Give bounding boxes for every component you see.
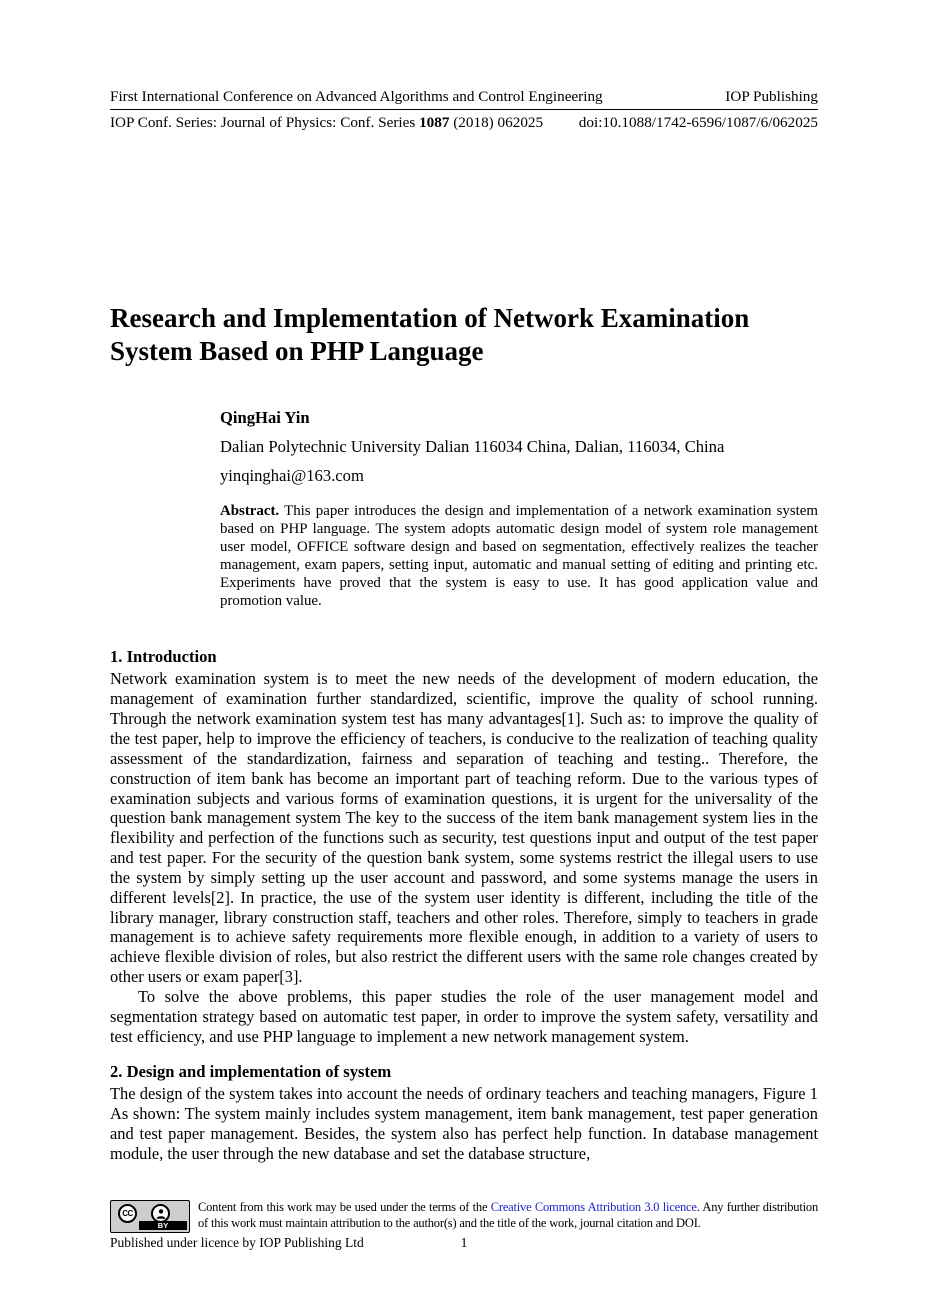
publisher-name: IOP Publishing <box>725 88 818 105</box>
paper-title: Research and Implementation of Network Examination System Based on PHP Language <box>110 303 750 366</box>
page-number: 1 <box>460 1235 468 1250</box>
design-paragraph-1: The design of the system takes into account the needs of ordinary teachers and teaching managers, Figure 1 As shown: The system mainly includes system management, item bank management, test paper generation and test paper management. Besides, the system also has perfect help function. In database management module, the user through the new database and set the database structure, <box>110 1084 818 1163</box>
intro-paragraph-2: To solve the above problems, this paper studies the role of the user management model and segmentation strategy based on automatic test paper, in order to improve the system safety, versatility and test efficiency, and use PHP language to implement a new network management system. <box>110 986 818 1046</box>
license-row <box>110 1199 818 1233</box>
intro-paragraph-1: Network examination system is to meet the new needs of the development of modern education, the management of examination further standardized, scientific, improve the quality of school running. Through the network examination system test has many advantages[1]. Such as: to improve the quality of the test paper, help to improve the efficiency of teachers, is conducive to the realization of teaching quality assessment of the standardization, fairness and separation of teaching and testing.. Therefore, the construction of item bank has become an important part of teaching reform. Due to the various types of examination subjects and various forms of examination questions, it is urgent for the universality of the question bank management system The key to the success of the item bank management system lies in the flexibility and perfection of the functions such as security, test questions input and output of the test paper and test paper. For the security of the question bank system, some systems restrict the illegal users to use the system by simply setting up the user account and password, and some systems manage the users in different levels[2]. In practice, the use of the system user identity is different, including the title of the library manager, library construction staff, teachers and other roles. Therefore, simply to teachers in grade management is to achieve safety requirements more flexible enough, in addition to a variety of users to achieve flexible division of roles, but also restrict the different users with the same role changes created by other users or exam paper[3]. <box>110 669 818 987</box>
abstract-label: Abstract. <box>220 503 280 519</box>
author-email: yinqinghai@163.com <box>220 466 364 485</box>
page-content <box>110 0 818 1164</box>
journal-reference-row <box>110 114 818 132</box>
cc-by-license-badge <box>110 1200 190 1233</box>
page-header <box>110 88 818 132</box>
journal-reference <box>110 114 543 132</box>
creative-commons-link[interactable]: Creative Commons Attribution 3.0 licence <box>490 1200 697 1214</box>
section-heading-design: 2. Design and implementation of system <box>110 1062 392 1082</box>
abstract <box>220 503 818 610</box>
header-rule <box>110 88 818 110</box>
author-name: QingHai Yin <box>220 408 310 427</box>
published-row <box>110 1235 818 1251</box>
cc-by-label: BY <box>139 1221 187 1230</box>
page-footer <box>110 1199 818 1251</box>
cc-logo-icon: CC <box>118 1204 137 1223</box>
section-heading-introduction: 1. Introduction <box>110 647 217 667</box>
journal-volume: 1087 <box>419 114 450 131</box>
license-post-text: . Any further distribution of this work must maintain attribution to the author(s) and the title of the work, journal citation and DOI. <box>198 1200 818 1231</box>
license-text <box>198 1199 818 1233</box>
author-affiliation: Dalian Polytechnic University Dalian 116034 China, Dalian, 116034, China <box>220 437 725 456</box>
journal-ref-suffix: (2018) 062025 <box>449 114 544 131</box>
license-pre-text: Content from this work may be used under the terms of the <box>198 1200 491 1214</box>
journal-ref-prefix: IOP Conf. Series: Journal of Physics: Conf. Series <box>110 114 420 131</box>
conference-title: First International Conference on Advanced Algorithms and Control Engineering <box>110 88 603 105</box>
author-block <box>220 408 818 486</box>
doi-text: doi:10.1088/1742-6596/1087/6/062025 <box>578 114 818 131</box>
abstract-text: This paper introduces the design and implementation of a network examination system based on PHP language. The system adopts automatic design model of system role management user model, OFFICE software design and based on segmentation, effectively realizes the teacher management, exam papers, setting input, automatic and manual setting of editing and printing etc. Experiments have proved that the system is easy to use. It has good application value and promotion value. <box>220 503 818 609</box>
published-note: Published under licence by IOP Publishing Ltd <box>110 1235 364 1250</box>
